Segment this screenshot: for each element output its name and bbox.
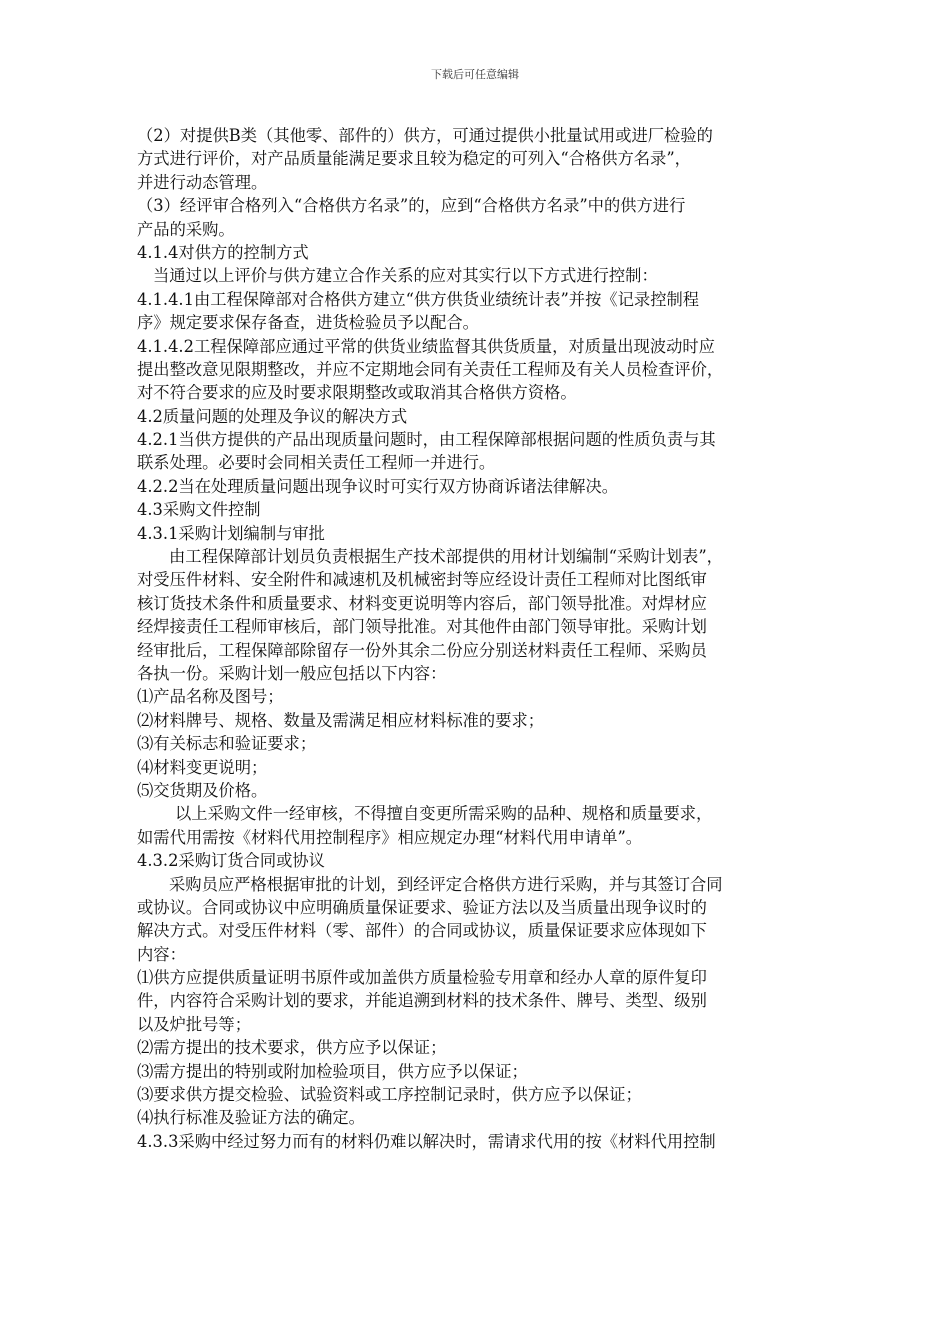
paragraph-line: 产品的采购。 — [137, 219, 235, 239]
list-item: ⑵材料牌号、规格、数量及需满足相应材料标准的要求； — [137, 710, 545, 730]
section-heading: 4.3采购文件控制 — [137, 500, 261, 520]
paragraph-line: 内容： — [137, 944, 186, 964]
list-item: ⑶要求供方提交检验、试验资料或工序控制记录时，供方应予以保证； — [137, 1085, 642, 1105]
document-body — [137, 124, 827, 1153]
list-item: ⑴产品名称及图号； — [137, 687, 284, 707]
paragraph-line: 对受压件材料、安全附件和减速机及机械密封等应经设计责任工程师对比图纸审 — [137, 570, 707, 590]
paragraph-line: 方式进行评价，对产品质量能满足要求且较为稳定的可列入“合格供方名录”， — [137, 149, 691, 169]
list-item: 以及炉批号等； — [137, 1014, 251, 1034]
paragraph-line: （2）对提供B类（其他零、部件的）供方，可通过提供小批量试用或进厂检验的 — [137, 126, 713, 145]
paragraph-line: 解决方式。对受压件材料（零、部件）的合同或协议，质量保证要求应体现如下 — [137, 921, 707, 941]
paragraph-line: 各执一份。采购计划一般应包括以下内容： — [137, 663, 447, 683]
paragraph-line: 或协议。合同或协议中应明确质量保证要求、验证方法以及当质量出现争议时的 — [137, 897, 707, 917]
section-heading: 4.2质量问题的处理及争议的解决方式 — [137, 406, 408, 426]
list-item: ⑴供方应提供质量证明书原件或加盖供方质量检验专用章和经办人章的原件复印 — [137, 968, 707, 988]
paragraph-line: 4.3.3采购中经过努力而有的材料仍难以解决时，需请求代用的按《材料代用控制 — [137, 1131, 716, 1151]
paragraph-line: 对不符合要求的应及时要求限期整改或取消其合格供方资格。 — [137, 383, 577, 403]
paragraph-line: 联系处理。必要时会同相关责任工程师一并进行。 — [137, 453, 496, 473]
paragraph-line: 由工程保障部计划员负责根据生产技术部提供的用材计划编制“采购计划表”， — [169, 547, 723, 567]
paragraph-line: （3）经评审合格列入“合格供方名录”的，应到“合格供方名录”中的供方进行 — [137, 196, 686, 216]
paragraph-line: 如需代用需按《材料代用控制程序》相应规定办理“材料代用申请单”。 — [137, 827, 643, 847]
paragraph-line: 以上采购文件一经审核，不得擅自变更所需采购的品种、规格和质量要求， — [175, 804, 713, 824]
list-item: ⑵需方提出的技术要求，供方应予以保证； — [137, 1038, 447, 1058]
section-heading: 4.1.4对供方的控制方式 — [137, 242, 309, 262]
paragraph-line: 序》规定要求保存备查，进货检验员予以配合。 — [137, 313, 479, 333]
paragraph-line: 提出整改意见限期整改，并应不定期地会同有关责任工程师及有关人员检查评价， — [137, 359, 724, 379]
paragraph-line: 经审批后，工程保障部除留存一份外其余二份应分别送材料责任工程师、采购员 — [137, 640, 707, 660]
paragraph-line: 4.1.4.1由工程保障部对合格供方建立“供方供货业绩统计表”并按《记录控制程 — [137, 289, 700, 309]
list-item: ⑶需方提出的特别或附加检验项目，供方应予以保证； — [137, 1061, 528, 1081]
page-header: 下载后可任意编辑 — [431, 68, 519, 81]
paragraph-line: 经焊接责任工程师审核后，部门领导批准。对其他件由部门领导审批。采购计划 — [137, 617, 707, 637]
paragraph-line: 并进行动态管理。 — [137, 172, 268, 192]
list-item: 件，内容符合采购计划的要求，并能追溯到材料的技术条件、牌号、类型、级别 — [137, 991, 707, 1011]
list-item: ⑷材料变更说明； — [137, 757, 268, 777]
paragraph-line: 当通过以上评价与供方建立合作关系的应对其实行以下方式进行控制： — [153, 266, 658, 286]
paragraph-line: 4.2.1当供方提供的产品出现质量问题时，由工程保障部根据问题的性质负责与其 — [137, 430, 716, 450]
paragraph-line: 核订货技术条件和质量要求、材料变更说明等内容后，部门领导批准。对焊材应 — [137, 593, 707, 613]
list-item: ⑶有关标志和验证要求； — [137, 734, 317, 754]
section-heading: 4.3.1采购计划编制与审批 — [137, 523, 325, 543]
list-item: ⑸交货期及价格。 — [137, 780, 268, 800]
list-item: ⑷执行标准及验证方法的确定。 — [137, 1108, 365, 1128]
paragraph-line: 采购员应严格根据审批的计划，到经评定合格供方进行采购，并与其签订合同 — [169, 874, 723, 894]
paragraph-line: 4.2.2当在处理质量问题出现争议时可实行双方协商诉诸法律解决。 — [137, 476, 619, 496]
paragraph-line: 4.1.4.2工程保障部应通过平常的供货业绩监督其供货质量，对质量出现波动时应 — [137, 336, 715, 356]
section-heading: 4.3.2采购订货合同或协议 — [137, 851, 325, 871]
